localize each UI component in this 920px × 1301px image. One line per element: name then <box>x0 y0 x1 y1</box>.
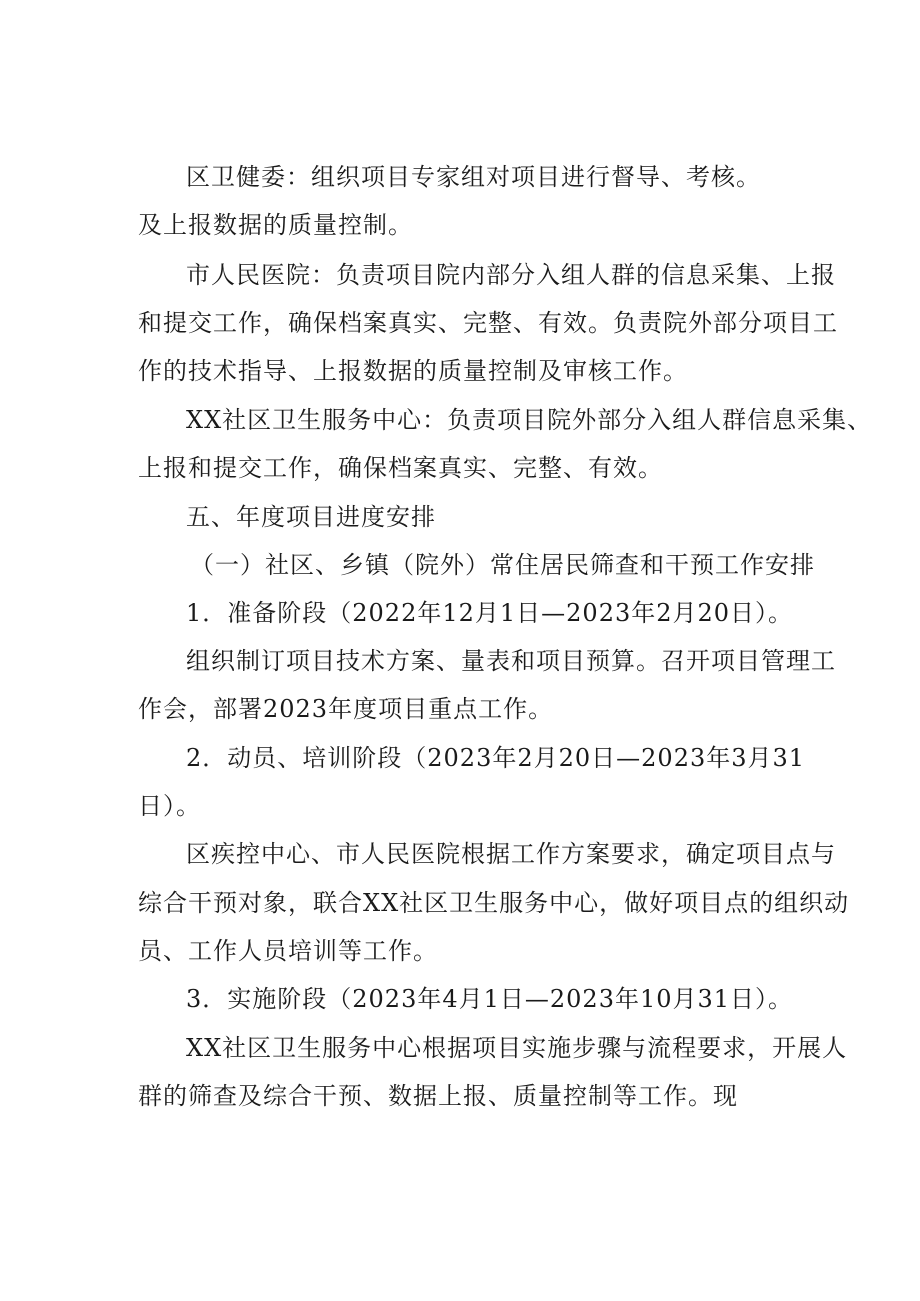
paragraph-line: XX社区卫生服务中心根据项目实施步骤与流程要求，开展人 <box>186 1034 848 1062</box>
subsection-heading: （一）社区、乡镇（院外）常住居民筛查和干预工作安排 <box>190 551 815 579</box>
paragraph-line: 组织制订项目技术方案、量表和项目预算。召开项目管理工 <box>186 647 836 675</box>
paragraph-line: 作的技术指导、上报数据的质量控制及审核工作。 <box>138 357 688 385</box>
paragraph-line: 综合干预对象，联合XX社区卫生服务中心，做好项目点的组织动 <box>138 889 850 917</box>
paragraph-line: 和提交工作，确保档案真实、完整、有效。负责院外部分项目工 <box>138 309 838 337</box>
paragraph-line: 区疾控中心、市人民医院根据工作方案要求，确定项目点与 <box>186 840 836 868</box>
stage-heading: 3．实施阶段（2023年4月1日—2023年10月31日）。 <box>186 985 794 1013</box>
paragraph-line: 日）。 <box>138 792 201 820</box>
stage-heading: 1．准备阶段（2022年12月1日—2023年2月20日）。 <box>186 599 794 627</box>
paragraph-line: 市人民医院：负责项目院内部分入组人群的信息采集、上报 <box>186 261 836 289</box>
paragraph-line: 及上报数据的质量控制。 <box>138 211 413 239</box>
stage-heading: 2．动员、培训阶段（2023年2月20日—2023年3月31 <box>186 744 806 772</box>
paragraph-line: 区卫健委：组织项目专家组对项目进行督导、考核。 <box>186 163 761 191</box>
paragraph-line: 作会，部署2023年度项目重点工作。 <box>138 695 554 723</box>
paragraph-line: 上报和提交工作，确保档案真实、完整、有效。 <box>138 454 663 482</box>
paragraph-line: 群的筛查及综合干预、数据上报、质量控制等工作。现 <box>138 1082 738 1110</box>
paragraph-line: 员、工作人员培训等工作。 <box>138 937 438 965</box>
section-heading: 五、年度项目进度安排 <box>186 503 436 531</box>
paragraph-line: XX社区卫生服务中心：负责项目院外部分入组人群信息采集、 <box>186 406 873 434</box>
